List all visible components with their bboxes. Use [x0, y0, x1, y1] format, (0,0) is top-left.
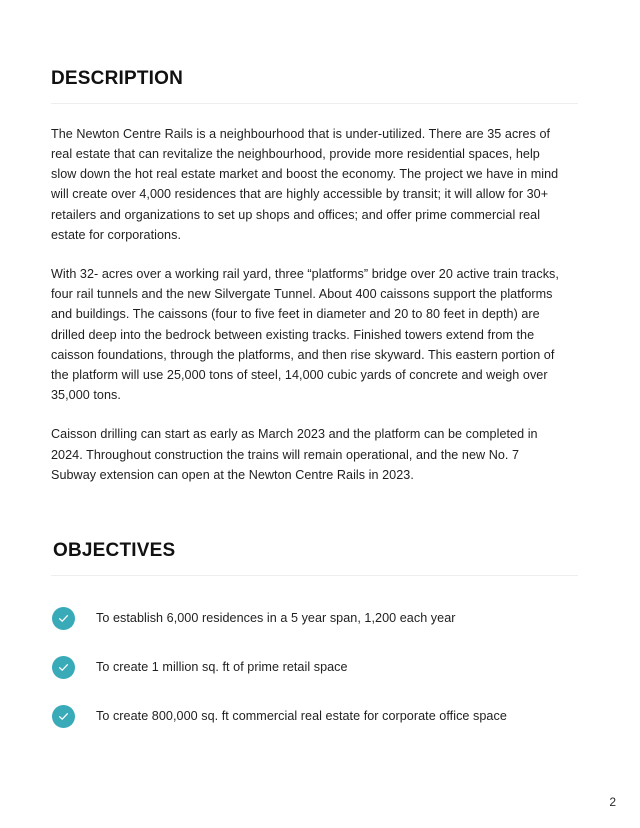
description-paragraph: With 32- acres over a working rail yard, three “platforms” bridge over 20 active train tracks, four rail tunnels and the new Silvergate Tunnel. About 400 caissons support the platforms and buildings. The caissons (four to five feet in diameter and 20 to 80 feet in depth) are drilled deep into the bedrock between existing tracks. Finished towers extend from the caisson foundations, through the platforms, and then rise skyward. This eastern portion of the platform will use 25,000 tons of steel, 14,000 cubic yards of concrete and weigh over 35,000 tons.	[51, 267, 559, 403]
description-section	[51, 68, 579, 485]
description-paragraph: Caisson drilling can start as early as March 2023 and the platform can be completed in 2024. Throughout construction the trains will remain operational, and the new No. 7 Subway extension can open at the Newton Centre Rails in 2023.	[51, 427, 538, 482]
check-circle-icon	[52, 607, 75, 630]
objective-label: To create 800,000 sq. ft commercial real estate for corporate office space	[96, 709, 507, 724]
check-circle-icon	[52, 705, 75, 728]
objectives-section	[51, 540, 579, 728]
description-body	[51, 124, 579, 485]
description-divider	[51, 103, 578, 104]
page-number: 2	[609, 795, 616, 809]
description-heading: DESCRIPTION	[51, 68, 184, 89]
list-item	[51, 656, 579, 679]
objective-label: To create 1 million sq. ft of prime retail space	[96, 660, 348, 675]
list-item	[51, 607, 579, 630]
description-paragraph: The Newton Centre Rails is a neighbourhood that is under-utilized. There are 35 acres of real estate that can revitalize the neighbourhood, provide more residential spaces, help slow down the hot real estate market and boost the economy. The project we have in mind will create over 4,000 residences that are highly accessible by transit; it will allow for 30+ retailers and organizations to set up shops and offices; and offer prime commercial real estate for corporations.	[51, 126, 559, 242]
objectives-divider	[51, 575, 578, 576]
objectives-list	[51, 607, 579, 728]
objectives-heading: OBJECTIVES	[53, 540, 176, 562]
check-circle-icon	[52, 656, 75, 679]
objective-label: To establish 6,000 residences in a 5 year span, 1,200 each year	[96, 611, 456, 626]
list-item	[51, 705, 579, 728]
page-content	[51, 68, 579, 728]
